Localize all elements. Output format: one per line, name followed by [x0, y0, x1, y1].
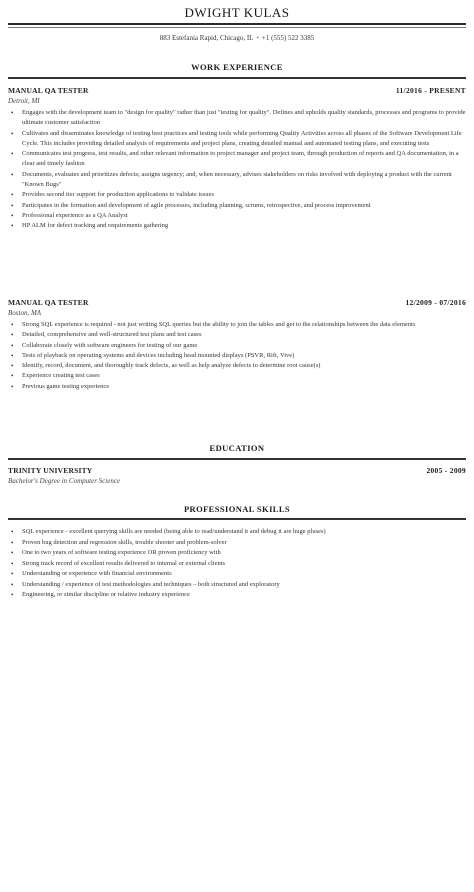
section-title-work-experience: WORK EXPERIENCE — [191, 62, 283, 72]
job-header — [8, 298, 466, 309]
list-item: • Tests of playback on operating systems and devices including head mounted displays (PSVR, Rift, Vive) — [8, 351, 466, 361]
school-name: TRINITY UNIVERSITY — [8, 466, 93, 475]
header-rule-bottom — [8, 27, 466, 28]
contact-separator: • — [256, 34, 259, 42]
education-section-rule — [8, 458, 466, 460]
job-title: MANUAL QA TESTER — [8, 298, 89, 307]
candidate-name: DWIGHT KULAS — [184, 5, 290, 20]
list-item: • SQL experience - excellent querying skills are needed (being able to read/understand it and debug it are huge pluses) — [8, 527, 466, 538]
job-bullets — [8, 108, 466, 232]
education-dates: 2005 - 2009 — [426, 466, 466, 475]
list-item: • Engineering, or similar discipline or relative industry experience — [8, 590, 466, 601]
list-item: • Detailed, comprehensive and well-structured test plans and test cases — [8, 330, 466, 340]
list-item: • Cultivates and disseminates knowledge of testing best practices and testing tools while performing Quality Activities across all phases of the Software Development Life Cycle. This includes providing detailed analysis of requirements and project plans, creating detailed manual and automated testing plans, and executing tests — [8, 129, 466, 150]
list-item: • Identify, record, document, and thoroughly track defects, as well as help analyze defects to determine root cause(s) — [8, 361, 466, 371]
list-item: • One to two years of software testing experience OR proven proficiency with — [8, 548, 466, 559]
list-item: • Participates in the formation and development of agile processes, including planning, scrums, retrospective, and process improvement — [8, 201, 466, 211]
job-dates: 12/2009 - 07/2016 — [405, 298, 466, 307]
degree: Bachelor's Degree in Computer Science — [8, 477, 121, 485]
job-location: Detroit, MI — [8, 97, 40, 105]
education-header — [8, 466, 466, 477]
section-title-education: EDUCATION — [209, 443, 265, 453]
section-title-professional-skills: PROFESSIONAL SKILLS — [183, 504, 291, 514]
list-item: • Understanding or experience with financial environments — [8, 569, 466, 580]
skills-list — [8, 527, 466, 601]
header-rule-top — [8, 23, 466, 25]
job-location: Boston, MA — [8, 309, 42, 317]
list-item: • Proven bug detection and regression skills, trouble shooter and problem-solver — [8, 538, 466, 549]
list-item: • Experience creating test cases — [8, 371, 466, 381]
list-item: • Communicates test progress, test results, and other relevant information to project manager and project team, through production of reports and QA documentation, in a clear and timely fashion — [8, 149, 466, 170]
contact-phone: +1 (555) 522 3385 — [261, 34, 315, 42]
list-item: • Documents, evaluates and prioritizes defects; assigns urgency; and, when necessary, advises stakeholders on risks involved with deploying a product with the current "Known Bugs" — [8, 170, 466, 191]
list-item: • Engages with the development team to "design for quality" rather than just "testing for quality". Defines and upholds quality standards, processes and programs to provide ultimate customer satisfaction — [8, 108, 466, 129]
work-section-rule — [8, 77, 466, 79]
contact-line — [0, 34, 474, 42]
list-item: • Professional experience as a QA Analyst — [8, 211, 466, 221]
list-item: • Previous game testing experience — [8, 382, 466, 392]
list-item: • Understanding / experience of test methodologies and techniques – both structured and exploratory — [8, 580, 466, 591]
job-bullets — [8, 320, 466, 392]
list-item: • HP ALM for defect tracking and requirements gathering — [8, 221, 466, 231]
skills-section-rule — [8, 518, 466, 520]
job-title: MANUAL QA TESTER — [8, 86, 89, 95]
list-item: • Strong SQL experience is required - not just writing SQL queries but the ability to join the tables and get to the relationships between the data elements — [8, 320, 466, 330]
list-item: • Collaborate closely with software engineers for testing of our game — [8, 341, 466, 351]
job-header — [8, 86, 466, 97]
contact-address: 883 Estefania Rapid, Chicago, IL — [159, 34, 254, 42]
list-item: • Provides second tier support for production applications to validate issues — [8, 190, 466, 200]
job-dates: 11/2016 - PRESENT — [395, 86, 466, 95]
list-item: • Strong track record of excellent results delivered to internal or external clients — [8, 559, 466, 570]
